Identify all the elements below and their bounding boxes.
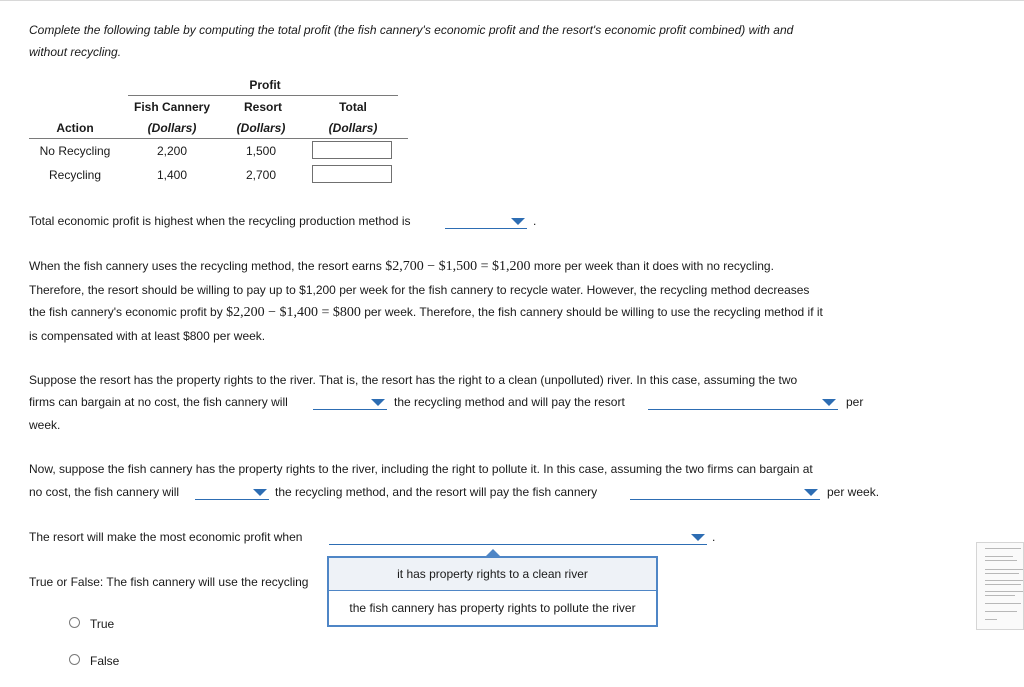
question-resort-rights-text-c: per	[846, 395, 864, 409]
explanation-text: the fish cannery's economic profit by	[29, 305, 227, 319]
row-action: Recycling	[48, 168, 102, 182]
question-true-false-text: True or False: The fish cannery will use the recycling	[29, 575, 309, 589]
question-cannery-rights-text-a: no cost, the fish cannery will	[29, 485, 180, 499]
column-header-fish-cannery: Fish Cannery	[133, 100, 211, 114]
question-resort-rights-text-b: the recycling method and will pay the resort	[394, 395, 625, 409]
page-thumbnail[interactable]	[976, 542, 1024, 630]
question-resort-rights-text-a: firms can bargain at no cost, the fish cannery will	[29, 395, 288, 409]
chevron-down-icon	[371, 399, 385, 406]
explanation-text: per week. Therefore, the fish cannery should be willing to use the recycling method if it	[360, 305, 823, 319]
instructions-line-1: Complete the following table by computing the total profit (the fish cannery's economic profit and the resort's economic profit combined) with and	[29, 23, 794, 37]
row-resort-value: 2,700	[245, 168, 277, 182]
question-cannery-rights-text-b: the recycling method, and the resort will pay the fish cannery	[275, 485, 598, 499]
table-header-rule	[29, 138, 408, 139]
row-action: No Recycling	[39, 144, 111, 158]
cannery-action-dropdown-cannery-rights[interactable]	[195, 485, 269, 500]
total-input-recycling[interactable]	[312, 165, 392, 183]
top-border	[0, 0, 1024, 1]
column-header-action: Action	[56, 121, 94, 135]
question-resort-rights-line-1: Suppose the resort has the property rights to the river. That is, the resort has the right to a clean (unpolluted) river. In this case, assuming the two	[29, 373, 798, 387]
explanation-text: Therefore, the resort should be willing to pay up to $1,200 per week for the fish cannery to recycle water. However, the recycling method decreases	[29, 282, 810, 297]
math-expression: $2,200 − $1,400 = $800	[226, 305, 361, 320]
period: .	[533, 214, 537, 228]
explanation-text: more per week than it does with no recycling.	[530, 259, 774, 273]
question-resort-rights-text-d: week.	[29, 418, 61, 432]
radio-true-label: True	[90, 617, 115, 631]
question-cannery-rights-text-c: per week.	[827, 485, 880, 499]
column-unit-resort: (Dollars)	[236, 121, 286, 135]
dropdown-option-clean-river[interactable]: it has property rights to a clean river	[329, 558, 656, 591]
payment-dropdown-resort[interactable]	[648, 395, 838, 410]
explanation-paragraph	[29, 255, 899, 347]
table-group-rule	[128, 95, 398, 96]
question-cannery-rights-line-1: Now, suppose the fish cannery has the property rights to the river, including the right to pollute it. In this case, assuming the two firms can bargain at	[29, 462, 813, 476]
cannery-action-dropdown-resort-rights[interactable]	[313, 395, 387, 410]
row-resort-value: 1,500	[245, 144, 277, 158]
chevron-down-icon	[822, 399, 836, 406]
radio-false-label: False	[90, 654, 120, 668]
explanation-text: When the fish cannery uses the recycling method, the resort earns	[29, 259, 386, 273]
question-most-profit-text: The resort will make the most economic profit when	[29, 530, 303, 544]
popup-caret-icon	[486, 549, 500, 556]
dropdown-option-pollute-river[interactable]: the fish cannery has property rights to pollute the river	[329, 591, 656, 625]
column-header-total: Total	[339, 100, 367, 114]
payment-dropdown-cannery[interactable]	[630, 485, 820, 500]
chevron-down-icon	[253, 489, 267, 496]
math-expression: $2,700 − $1,500 = $1,200	[385, 259, 531, 274]
chevron-down-icon	[691, 534, 705, 541]
most-profit-dropdown[interactable]	[329, 530, 707, 545]
total-input-no-recycling[interactable]	[312, 141, 392, 159]
column-header-resort: Resort	[243, 100, 282, 114]
chevron-down-icon	[511, 218, 525, 225]
chevron-down-icon	[804, 489, 818, 496]
question-highest-profit-text: Total economic profit is highest when the recycling production method is	[29, 214, 411, 228]
column-unit-total: (Dollars)	[328, 121, 378, 135]
profit-group-header: Profit	[249, 78, 281, 92]
row-fish-value: 2,200	[156, 144, 188, 158]
period: .	[712, 530, 716, 544]
explanation-text: is compensated with at least $800 per week.	[29, 328, 266, 343]
dropdown-options-popup	[327, 556, 658, 627]
column-unit-fish-cannery: (Dollars)	[147, 121, 197, 135]
radio-true[interactable]	[69, 617, 80, 628]
row-fish-value: 1,400	[156, 168, 188, 182]
instructions-line-2: without recycling.	[29, 45, 122, 59]
method-dropdown[interactable]	[445, 214, 527, 229]
radio-false[interactable]	[69, 654, 80, 665]
